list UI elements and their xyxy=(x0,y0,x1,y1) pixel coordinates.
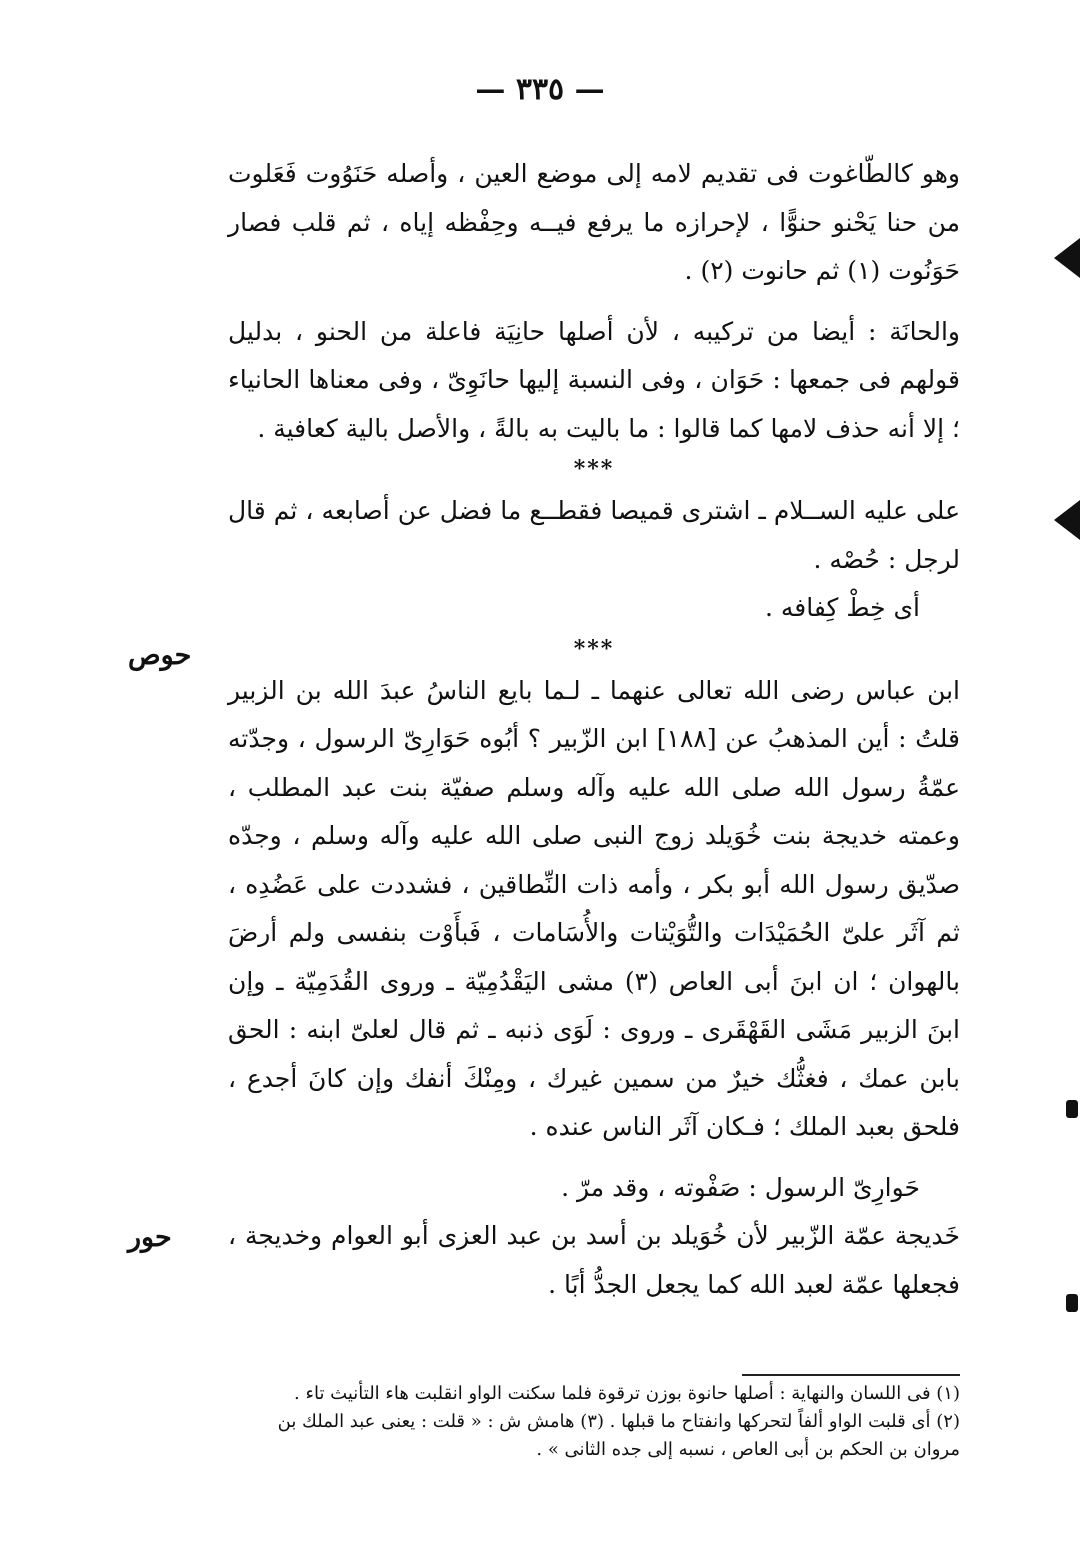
footnotes xyxy=(228,1380,960,1464)
footnote-2-3: (٢) أى قلبت الواو ألفاً لتحركها وانفتاح ما قبلها . (٣) هامش ش : « قلت : يعنى عبد الملك بن xyxy=(277,1411,960,1432)
spacer xyxy=(228,1152,960,1164)
paragraph-hawari: حَوارِىّ الرسول : صَفْوته ، وقد مرّ . xyxy=(561,1172,920,1202)
scan-edge-mark xyxy=(1066,1100,1078,1118)
footnote-1: (١) فى اللسان والنهاية : أصلها حانوة بوزن ترقوة فلما سكنت الواو انقلبت هاء التأنيث تاء . xyxy=(294,1383,960,1404)
paragraph-ibn-abbas-hadith: ابن عباس رضى الله تعالى عنهما ـ لـما بايع الناسُ عبدَ الله بن الزبير قلتُ : أين المذهبُ عن [١٨٨] ابن الزّبير ؟ أبُوه حَوَارِىّ الرسول ، وجدّته عمّةُ رسول الله صلى الله عليه وآله وسلم صفيّة بنت عبد المطلب ، وعمته خديجة بنت خُوَيلد زوج النبى صلى الله عليه وآله وسلم ، وجدّه صدّيق رسول الله أبو بكر ، وأمه ذات النِّطاقين ، فشددت على عَضُدِه ، ثم آثَر علىّ الحُمَيْدَات والتُّوَيْتات والأُسَامات ، فَبأَوْت بنفسى ولم أرضَ بالهوان ؛ ان ابنَ أبى العاص (٣) مشى اليَقْدُمِيّة ـ وروى القُدَمِيّة ـ وإن ابنَ الزبير مَشَى القَهْقَرى ـ وروى : لَوَى ذنبه ـ ثم قال لعلىّ ابنه : الحق بابن عمك ، فغثُّك خيرٌ من سمين غيرك ، ومِنْكَ أنفك وإن كانَ أجدع ، فلحق بعبد الملك ؛ فـكان آثَر الناس عنده . xyxy=(228,675,961,1141)
footnote-divider xyxy=(742,1374,960,1376)
scan-edge-mark xyxy=(1066,1294,1078,1312)
margin-headword-hwr: حور xyxy=(128,1222,172,1253)
paragraph-taghut: وهو كالطّاغوت فى تقديم لامه إلى موضع العين ، وأصله حَنَوُوت فَعَلوت من حنا يَحْنو حنوًّا ، لإحرازه ما يرفع فيــه وحِفْظه إياه ، ثم قلب فصار حَوَنُوت (١) ثم حانوت (٢) . xyxy=(228,159,960,285)
section-separator: *** xyxy=(573,635,615,662)
section-separator: *** xyxy=(573,456,615,482)
margin-headword-hws: حوص xyxy=(128,640,192,671)
paragraph-ali-hadith: على عليه الســلام ـ اشترى قميصا فقطــع ما فضل عن أصابعه ، ثم قال لرجل : حُصْه . xyxy=(228,496,960,574)
spacer xyxy=(228,296,960,308)
scan-edge-mark xyxy=(1054,500,1080,540)
scan-edge-mark xyxy=(1054,238,1080,278)
paragraph-hana: والحانَة : أيضا من تركيبه ، لأن أصلها حانِيَة فاعلة من الحنو ، بدليل قولهم فى جمعها : حَوَان ، وفى النسبة إليها حانَوِىّ ، وفى معناها الحانياء ؛ إلا أنه حذف لامها كما قالوا : ما باليت به بالةً ، والأصل بالية كعافية . xyxy=(228,316,960,443)
footnote-3-continued: مروان بن الحكم بن أبى العاص ، نسبه إلى جده الثانى » . xyxy=(536,1439,960,1460)
paragraph-khadija: خَديجة عمّة الزّبير لأن خُوَيلد بن أسد بن عبد العزى أبو العوام وخديجة ، فجعلها عمّة لعبد الله كما يجعل الجدُّ أبًا . xyxy=(228,1221,960,1299)
paragraph-explanation-hus: أى خِطْ كِفافه . xyxy=(764,593,920,622)
page-number: — ٣٣٥ — xyxy=(475,72,605,107)
main-text xyxy=(228,150,960,1309)
